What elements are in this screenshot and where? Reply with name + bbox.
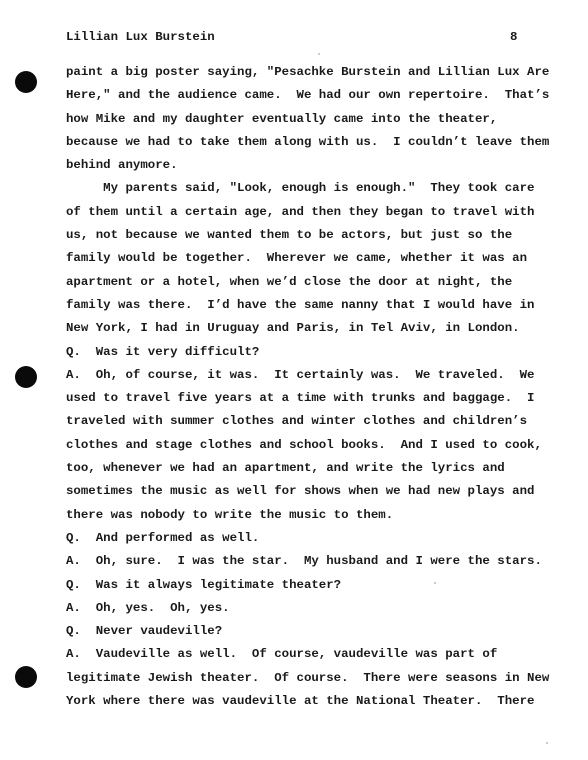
- text-line: because we had to take them along with us. I couldn’t leave them: [66, 134, 550, 149]
- text-line: family would be together. Wherever we came, whether it was an: [66, 251, 528, 266]
- binder-hole-bottom: [15, 666, 37, 688]
- text-line: legitimate Jewish theater. Of course. There were seasons in New: [66, 670, 550, 685]
- text-line: us, not because we wanted them to be actors, but just so the: [66, 228, 513, 243]
- question-line: Q. Was it always legitimate theater?: [66, 577, 342, 592]
- question-line: Q. And performed as well.: [66, 530, 260, 545]
- scan-speck: [318, 53, 320, 55]
- text-line: used to travel five years at a time with trunks and baggage. I: [66, 391, 535, 406]
- scan-speck: [546, 742, 548, 744]
- text-line: of them until a certain age, and then they began to travel with: [66, 204, 535, 219]
- text-line: paint a big poster saying, "Pesachke Burstein and Lillian Lux Are: [66, 65, 550, 79]
- answer-line: A. Vaudeville as well. Of course, vaudeville was part of: [66, 647, 498, 662]
- text-line: sometimes the music as well for shows when we had new plays and: [66, 484, 535, 499]
- question-line: Q. Never vaudeville?: [66, 624, 223, 639]
- running-header-name: Lillian Lux Burstein: [66, 30, 215, 44]
- text-line: My parents said, "Look, enough is enough." They took care: [66, 181, 535, 196]
- text-line: apartment or a hotel, when we’d close the door at night, the: [66, 274, 513, 289]
- answer-line: A. Oh, of course, it was. It certainly was. We traveled. We: [66, 367, 535, 382]
- binder-hole-middle: [15, 366, 37, 388]
- text-line: clothes and stage clothes and school books. And I used to cook,: [66, 437, 542, 452]
- transcript-body: [66, 64, 550, 716]
- question-line: Q. Was it very difficult?: [66, 344, 260, 359]
- text-line: York where there was vaudeville at the National Theater. There: [66, 694, 535, 709]
- text-line: family was there. I’d have the same nanny that I would have in: [66, 297, 535, 312]
- binder-hole-top: [15, 71, 37, 93]
- text-line: behind anymore.: [66, 158, 178, 173]
- page-number: 8: [510, 30, 518, 44]
- text-line: traveled with summer clothes and winter clothes and children’s: [66, 414, 528, 429]
- text-line: New York, I had in Uruguay and Paris, in Tel Aviv, in London.: [66, 321, 520, 336]
- answer-line: A. Oh, sure. I was the star. My husband and I were the stars.: [66, 554, 542, 569]
- text-line: how Mike and my daughter eventually came into the theater,: [66, 111, 498, 126]
- text-line: too, whenever we had an apartment, and write the lyrics and: [66, 461, 505, 476]
- text-line: Here," and the audience came. We had our own repertoire. That’s: [66, 88, 550, 103]
- text-line: there was nobody to write the music to them.: [66, 507, 394, 522]
- answer-line: A. Oh, yes. Oh, yes.: [66, 600, 230, 615]
